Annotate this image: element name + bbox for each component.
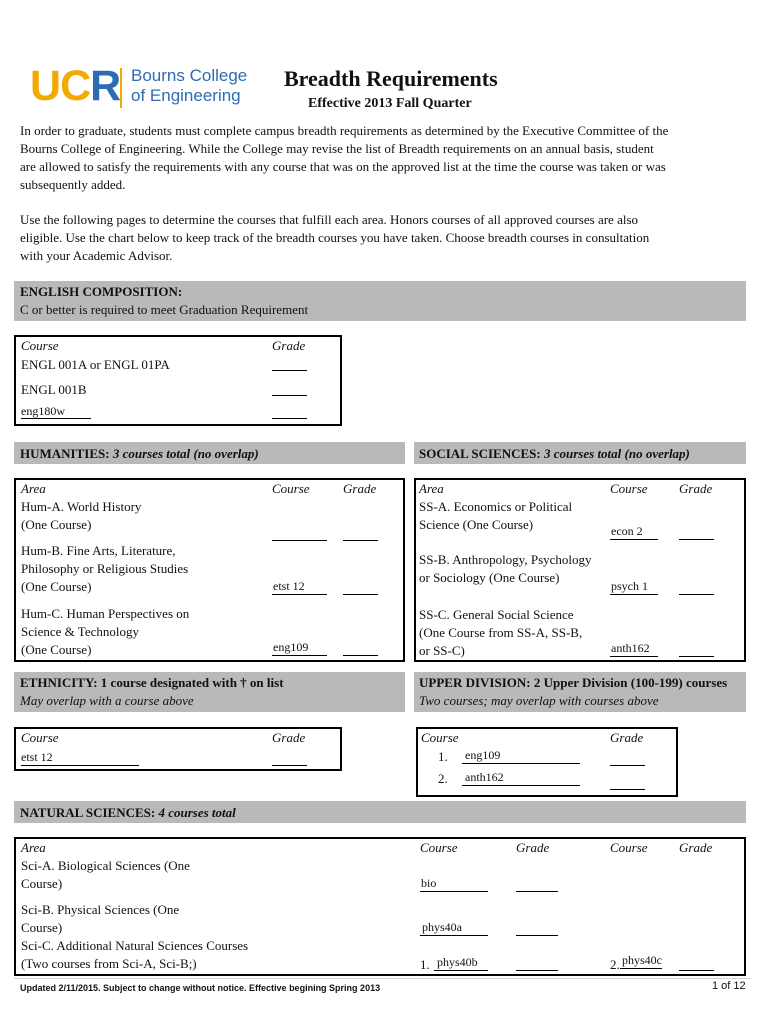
upper-row-2-num: 2. xyxy=(438,771,448,786)
humanities-row-1-course-field[interactable] xyxy=(272,540,327,541)
social-row-1-area: SS-A. Economics or Political Science (One Course) xyxy=(419,499,573,532)
upper-row-1-num: 1. xyxy=(438,749,448,764)
natural-row-3-course-1-line xyxy=(434,970,488,971)
humanities-row-1-area: Hum-A. World History (One Course) xyxy=(21,499,142,532)
upper-row-2-course-line xyxy=(462,785,580,786)
natural-row-1-course-line xyxy=(420,891,488,892)
humanities-row-1-grade-field[interactable] xyxy=(343,540,378,541)
ethnicity-col-course: Course xyxy=(21,730,59,745)
social-title: SOCIAL SCIENCES: 3 courses total (no overlap) xyxy=(419,446,690,461)
humanities-row-3-area: Hum-C. Human Perspectives on Science & Technology (One Course) xyxy=(21,606,190,657)
logo-divider xyxy=(120,68,122,108)
natural-row-3-grade-1-field[interactable] xyxy=(516,970,558,971)
humanities-row-2-course[interactable]: etst 12 xyxy=(273,579,305,593)
social-row-2-course-line xyxy=(610,594,658,595)
social-row-2-area: SS-B. Anthropology, Psychology or Sociology (One Course) xyxy=(419,552,592,585)
natural-row-3-grade-2-field[interactable] xyxy=(679,970,714,971)
english-col-grade: Grade xyxy=(272,338,306,353)
upper-row-2-grade-field[interactable] xyxy=(610,789,645,790)
upper-title: UPPER DIVISION: 2 Upper Division (100-199) courses xyxy=(419,675,728,690)
natural-row-3-course-2-line xyxy=(620,968,662,969)
english-title: ENGLISH COMPOSITION: xyxy=(20,284,183,299)
humanities-row-3-course[interactable]: eng109 xyxy=(273,640,309,654)
natural-row-3-num-1: 1. xyxy=(420,957,430,972)
page-title: Breadth Requirements xyxy=(284,66,498,91)
natural-row-2-grade-field[interactable] xyxy=(516,935,558,936)
english-row-2-grade-field[interactable] xyxy=(272,395,307,396)
page-number: 1 of 12 xyxy=(712,980,746,992)
college-name: Bourns College of Engineering xyxy=(131,66,248,105)
upper-note: Two courses; may overlap with courses above xyxy=(419,693,659,708)
natural-title: NATURAL SCIENCES: 4 courses total xyxy=(20,805,236,820)
social-row-3-course[interactable]: anth162 xyxy=(611,641,650,655)
humanities-col-grade: Grade xyxy=(343,481,377,496)
humanities-row-2-course-line xyxy=(272,594,327,595)
natural-row-2-course-line xyxy=(420,935,488,936)
social-row-3-grade-field[interactable] xyxy=(679,656,714,657)
english-row-3-course-line xyxy=(21,418,91,419)
social-col-area: Area xyxy=(419,481,444,496)
natural-col-course-2: Course xyxy=(610,840,648,855)
english-row-1-grade-field[interactable] xyxy=(272,370,307,371)
ethnicity-col-grade: Grade xyxy=(272,730,306,745)
natural-row-1-grade-field[interactable] xyxy=(516,891,558,892)
upper-col-course: Course xyxy=(421,730,459,745)
humanities-row-2-area: Hum-B. Fine Arts, Literature, Philosophy or Religious Studies (One Course) xyxy=(21,543,189,594)
english-row-2-label: ENGL 001B xyxy=(21,382,87,397)
social-row-3-course-line xyxy=(610,656,658,657)
upper-col-grade: Grade xyxy=(610,730,644,745)
ethnicity-course[interactable]: etst 12 xyxy=(21,750,53,764)
social-row-1-course-line xyxy=(610,539,658,540)
intro-paragraph-1: In order to graduate, students must complete campus breadth requirements as determined by the Executive Committee of the Bourns College of Engineering. While the College may revise the list of Breadth requirements on an annual basis, student are allowed to satisfy the requirements with any course that was on the approved list at the time the course was taken or was subsequently added. xyxy=(20,123,669,192)
humanities-row-3-grade-field[interactable] xyxy=(343,655,378,656)
humanities-row-2-grade-field[interactable] xyxy=(343,594,378,595)
natural-col-grade-2: Grade xyxy=(679,840,713,855)
natural-row-3-num-2: 2. xyxy=(610,957,620,972)
footer-divider xyxy=(14,978,750,979)
natural-col-area: Area xyxy=(21,840,46,855)
upper-row-1-grade-field[interactable] xyxy=(610,765,645,766)
social-col-grade: Grade xyxy=(679,481,713,496)
ucr-logo: UCR xyxy=(30,62,121,110)
ethnicity-course-line xyxy=(21,765,139,766)
english-row-1-label: ENGL 001A or ENGL 01PA xyxy=(21,357,170,372)
intro-paragraph-2: Use the following pages to determine the courses that fulfill each area. Honors courses of all approved courses are also eligible. Use the chart below to keep track of the breadth courses you have taken. Choose breadth courses in consultation with your Academic Advisor. xyxy=(20,212,650,263)
footer-updated: Updated 2/11/2015. Subject to change without notice. Effective begining Spring 2013 xyxy=(20,983,381,993)
humanities-title: HUMANITIES: 3 courses total (no overlap) xyxy=(20,446,259,461)
upper-row-1-course[interactable]: eng109 xyxy=(465,748,501,762)
social-row-1-grade-field[interactable] xyxy=(679,539,714,540)
humanities-col-course: Course xyxy=(272,481,310,496)
english-row-3-label[interactable]: eng180w xyxy=(21,404,65,418)
ethnicity-title: ETHNICITY: 1 course designated with † on list xyxy=(20,675,284,690)
english-note: C or better is required to meet Graduation Requirement xyxy=(20,302,309,317)
natural-row-3-area: Sci-C. Additional Natural Sciences Courses (Two courses from Sci-A, Sci-B;) xyxy=(21,938,249,971)
social-col-course: Course xyxy=(610,481,648,496)
social-row-2-grade-field[interactable] xyxy=(679,594,714,595)
social-row-3-area: SS-C. General Social Science (One Course from SS-A, SS-B, or SS-C) xyxy=(419,607,583,658)
natural-row-2-course[interactable]: phys40a xyxy=(422,920,462,934)
page-subtitle: Effective 2013 Fall Quarter xyxy=(308,96,472,111)
ethnicity-note: May overlap with a course above xyxy=(20,693,194,708)
english-row-3-grade-field[interactable] xyxy=(272,418,307,419)
english-col-course: Course xyxy=(21,338,59,353)
natural-col-grade: Grade xyxy=(516,840,550,855)
natural-row-2-area: Sci-B. Physical Sciences (One Course) xyxy=(21,902,180,935)
natural-row-1-course[interactable]: bio xyxy=(421,876,437,890)
natural-row-1-area: Sci-A. Biological Sciences (One Course) xyxy=(21,858,190,891)
natural-row-3-course-2[interactable]: phys40c xyxy=(622,953,662,967)
natural-col-course: Course xyxy=(420,840,458,855)
social-row-2-course[interactable]: psych 1 xyxy=(611,579,648,593)
humanities-col-area: Area xyxy=(21,481,46,496)
upper-row-1-course-line xyxy=(462,763,580,764)
upper-row-2-course[interactable]: anth162 xyxy=(465,770,504,784)
social-row-1-course[interactable]: econ 2 xyxy=(611,524,643,538)
natural-row-3-course-1[interactable]: phys40b xyxy=(437,955,478,969)
humanities-row-3-course-line xyxy=(272,655,327,656)
ethnicity-grade-field[interactable] xyxy=(272,765,307,766)
